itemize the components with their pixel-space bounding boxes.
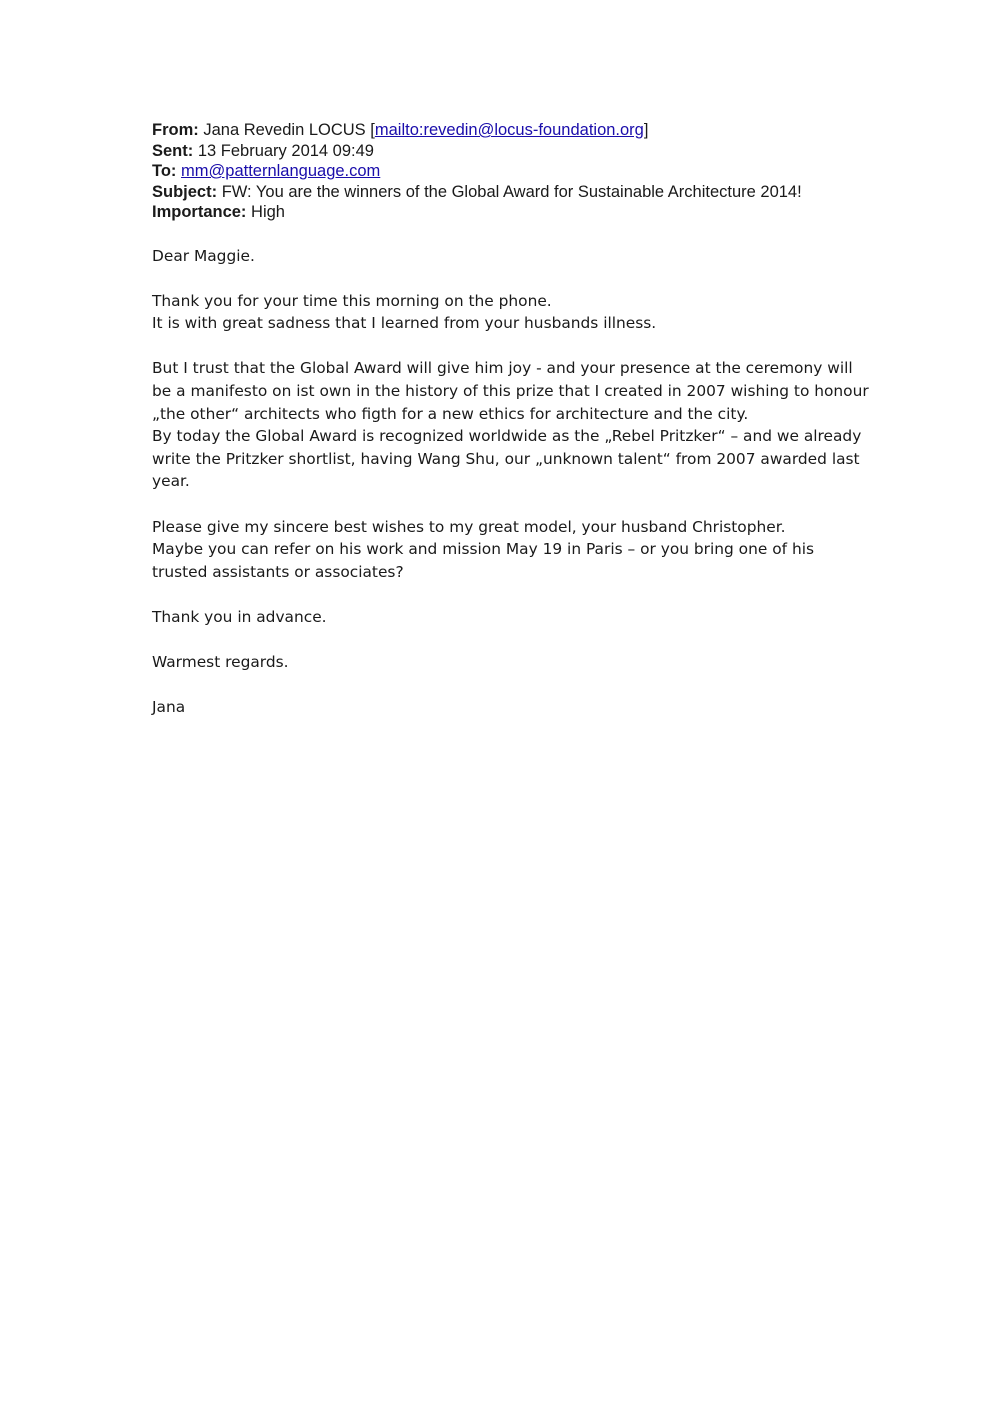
subject-value: FW: You are the winners of the Global Award for Sustainable Architecture 2014! (221, 182, 802, 201)
to-label: To: (152, 162, 177, 180)
signature-line (152, 696, 872, 719)
sent-value: 13 February 2014 09:49 (197, 141, 374, 160)
importance-line (152, 202, 872, 223)
paragraph-line: year. (152, 472, 190, 491)
signature-text: Jana (152, 698, 186, 717)
importance-label: Importance: (152, 203, 247, 221)
greeting (152, 245, 872, 268)
from-name: Jana Revedin LOCUS (203, 121, 366, 139)
paragraph-line: Maybe you can refer on his work and mission May 19 in Paris – or you bring one of his (152, 540, 814, 559)
email-headers (152, 120, 872, 223)
from-email-link[interactable]: mailto:revedin@locus-foundation.org (374, 121, 644, 139)
from-line (152, 120, 872, 141)
from-bracket-open: [ (370, 121, 375, 139)
paragraph-line: trusted assistants or associates? (152, 562, 404, 581)
thanks-line (152, 606, 872, 629)
paragraph-line: It is with great sadness that I learned from your husbands illness. (152, 314, 657, 333)
closing-text: Warmest regards. (152, 653, 289, 672)
importance-value: High (251, 203, 285, 221)
paragraph-line: write the Pritzker shortlist, having Wang Shu, our „unknown talent“ from 2007 awarded last (152, 449, 860, 468)
paragraph-line: But I trust that the Global Award will give him joy - and your presence at the ceremony will (152, 359, 853, 378)
paragraph-3 (152, 516, 872, 584)
paragraph-1 (152, 290, 872, 335)
email-body (152, 245, 872, 719)
thanks-text: Thank you in advance. (152, 608, 327, 626)
subject-line (152, 182, 872, 203)
to-line (152, 161, 872, 182)
from-label: From: (152, 121, 199, 139)
paragraph-line: Thank you for your time this morning on the phone. (152, 291, 552, 310)
paragraph-line: By today the Global Award is recognized worldwide as the „Rebel Pritzker“ – and we already (152, 427, 862, 446)
paragraph-2 (152, 357, 872, 493)
sent-label: Sent: (152, 141, 194, 160)
greeting-text: Dear Maggie. (152, 246, 255, 265)
from-bracket-close: ] (643, 121, 649, 139)
sent-line (152, 141, 872, 162)
to-email-link[interactable]: mm@patternlanguage.com (181, 162, 381, 180)
email-printout (152, 120, 872, 719)
closing-line (152, 651, 872, 674)
paragraph-line: be a manifesto on ist own in the history of this prize that I created in 2007 wishing to honour (152, 382, 869, 401)
paragraph-line: Please give my sincere best wishes to my great model, your husband Christopher. (152, 517, 786, 536)
paragraph-line: „the other“ architects who figth for a new ethics for architecture and the city. (152, 404, 749, 423)
subject-label: Subject: (152, 182, 218, 201)
